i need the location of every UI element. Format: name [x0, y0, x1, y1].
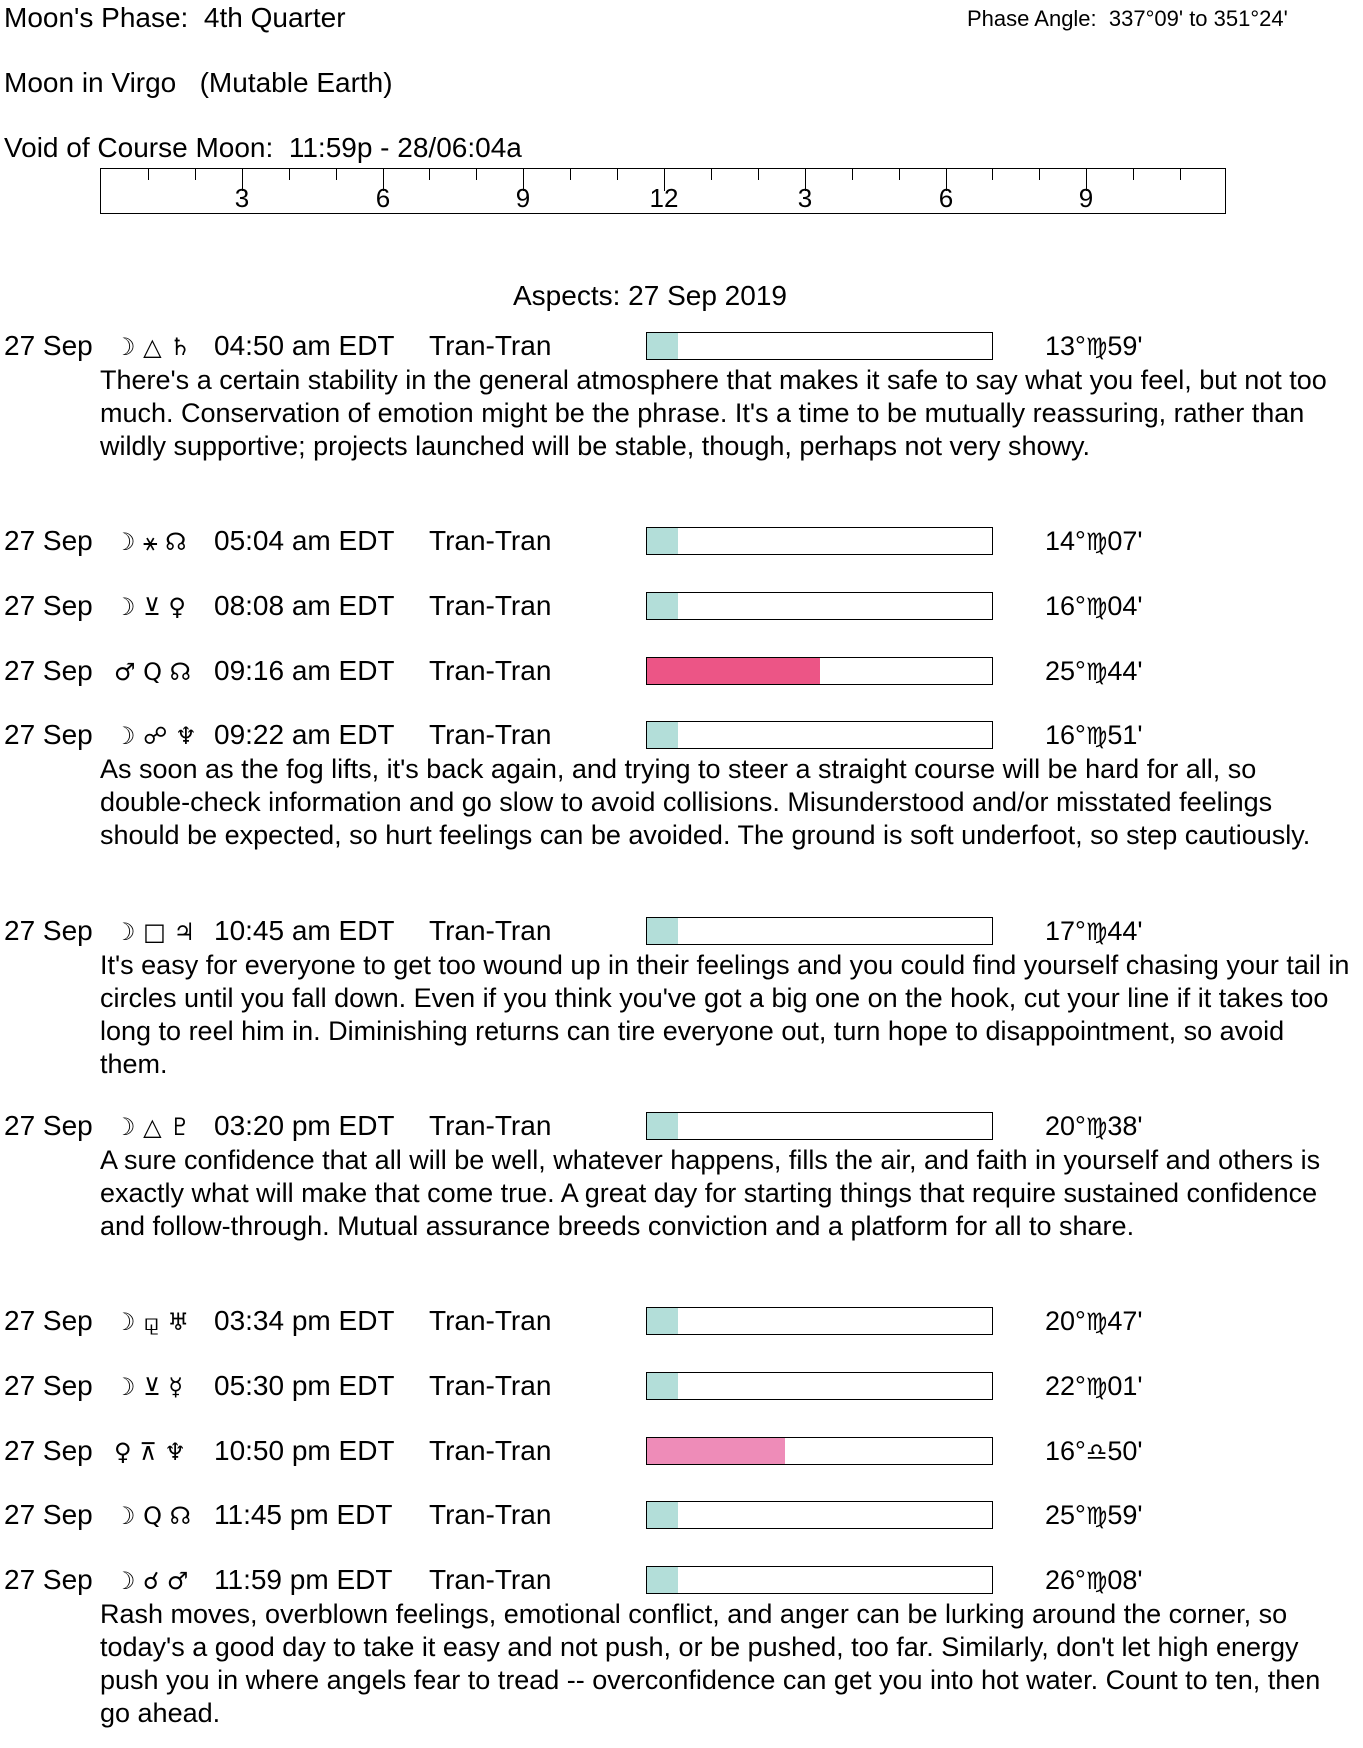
void-value: 11:59p - 28/06:04a — [288, 132, 522, 163]
aspect-type: Tran-Tran — [429, 655, 552, 686]
aspect-degree — [1045, 1370, 1143, 1403]
aspect-line — [4, 1499, 629, 1531]
degree-value: 17° — [1045, 916, 1086, 946]
ruler-tick — [1133, 169, 1134, 180]
aspect-time: 11:59 pm EDT — [214, 1564, 393, 1595]
ruler-tick — [711, 169, 712, 180]
ruler-label: 3 — [234, 183, 250, 213]
aspect-description: It's easy for everyone to get too wound up in their feelings and you could find yourself chasing your tail in circles until you fall down. Even if you think you've got a big one on the hook, cut your line if it takes too long to reel him in. Diminishing returns can tire everyone out, turn hope to disappointment, so avoid them. — [100, 950, 1350, 1079]
aspect-line — [4, 1370, 629, 1402]
aspect-line — [4, 655, 629, 687]
aspect-degree — [1045, 1564, 1143, 1597]
aspect-line — [4, 1435, 629, 1467]
zodiac-sign-icon: ♍ — [1085, 528, 1108, 556]
aspect-glyphs-icon: ☽ ⊻ ♀ — [114, 593, 186, 621]
zodiac-sign-icon: ♍ — [1085, 333, 1108, 361]
aspect-strength-bar — [646, 332, 993, 360]
void-of-course — [4, 132, 522, 164]
aspect-degree — [1045, 1305, 1143, 1338]
aspect-line — [4, 590, 629, 622]
aspect-glyphs-icon: ☽ ⊻ ☿ — [114, 1373, 184, 1401]
degree-value: 14° — [1045, 526, 1086, 556]
aspect-strength-bar — [646, 917, 993, 945]
aspect-type: Tran-Tran — [429, 1435, 552, 1466]
aspect-date: 27 Sep — [4, 1435, 93, 1466]
aspect-strength-bar — [646, 1112, 993, 1140]
aspect-time: 08:08 am EDT — [214, 590, 395, 621]
aspect-date: 27 Sep — [4, 1370, 93, 1401]
aspect-date: 27 Sep — [4, 525, 93, 556]
aspect-date: 27 Sep — [4, 330, 93, 361]
aspect-date: 27 Sep — [4, 1499, 93, 1530]
aspect-type: Tran-Tran — [429, 1110, 552, 1141]
degree-value: 25° — [1045, 1500, 1086, 1530]
minutes-value: 44' — [1107, 916, 1143, 946]
aspect-strength-fill — [647, 1308, 678, 1334]
degree-value: 16° — [1045, 720, 1086, 750]
aspect-strength-bar — [646, 721, 993, 749]
minutes-value: 59' — [1107, 331, 1143, 361]
aspect-degree — [1045, 330, 1143, 363]
aspect-glyphs-icon: ☽ ☌ ♂ — [114, 1567, 189, 1595]
aspect-description: Rash moves, overblown feelings, emotional conflict, and anger can be lurking around the corner, so today's a good day to take it easy and not push, or be pushed, too far. Similarly, don't let high energy push you in where angels fear to tread -- overconfidence can get you into hot water. Count to ten, then go ahead. — [100, 1599, 1321, 1728]
ruler-tick — [992, 169, 993, 180]
phase-angle — [967, 6, 1288, 32]
aspect-time: 09:22 am EDT — [214, 719, 395, 750]
ruler-tick — [1039, 169, 1040, 180]
aspect-description: As soon as the fog lifts, it's back again, and trying to steer a straight course will be hard for all, so double-check information and go slow to avoid collisions. Misunderstood and/or misstated feelings should be expected, so hurt feelings can be avoided. The ground is soft underfoot, so step cautiously. — [100, 754, 1311, 850]
zodiac-sign-icon: ♍ — [1085, 1502, 1108, 1530]
aspect-date: 27 Sep — [4, 1305, 93, 1336]
minutes-value: 47' — [1107, 1306, 1143, 1336]
zodiac-sign-icon: ♍ — [1085, 1113, 1108, 1141]
aspect-type: Tran-Tran — [429, 330, 552, 361]
aspect-type: Tran-Tran — [429, 1305, 552, 1336]
ruler-tick — [476, 169, 477, 180]
moon-sign-detail: (Mutable Earth) — [199, 67, 393, 98]
degree-value: 26° — [1045, 1565, 1086, 1595]
aspect-line — [4, 1305, 629, 1337]
ruler-tick — [195, 169, 196, 180]
aspect-strength-bar — [646, 592, 993, 620]
degree-value: 13° — [1045, 331, 1086, 361]
aspect-strength-fill — [647, 1567, 678, 1593]
aspect-strength-fill — [647, 1113, 678, 1139]
aspect-degree — [1045, 590, 1143, 623]
aspect-glyphs-icon: ☽ △ ♄ — [114, 333, 191, 361]
ruler-label: 6 — [375, 183, 391, 213]
minutes-value: 50' — [1107, 1436, 1143, 1466]
minutes-value: 07' — [1107, 526, 1143, 556]
ruler-tick — [148, 169, 149, 180]
aspect-time: 05:04 am EDT — [214, 525, 395, 556]
aspect-line — [4, 330, 629, 362]
aspect-type: Tran-Tran — [429, 590, 552, 621]
ruler-tick — [899, 169, 900, 180]
aspect-time: 03:34 pm EDT — [214, 1305, 395, 1336]
ruler-tick — [617, 169, 618, 180]
aspect-strength-fill — [647, 1438, 785, 1464]
ruler-tick — [852, 169, 853, 180]
degree-value: 25° — [1045, 656, 1086, 686]
aspect-degree — [1045, 719, 1143, 752]
aspect-strength-bar — [646, 1566, 993, 1594]
zodiac-sign-icon: ♍ — [1085, 658, 1108, 686]
aspect-degree — [1045, 915, 1143, 948]
ruler-tick — [1180, 169, 1181, 180]
minutes-value: 59' — [1107, 1500, 1143, 1530]
ruler-tick — [758, 169, 759, 180]
degree-value: 16° — [1045, 1436, 1086, 1466]
aspect-degree — [1045, 1110, 1143, 1143]
aspect-type: Tran-Tran — [429, 525, 552, 556]
aspect-glyphs-icon: ☽ ☍ ♆ — [114, 722, 197, 750]
void-label: Void of Course Moon: — [4, 132, 274, 163]
ruler-label: 9 — [515, 183, 531, 213]
aspect-date: 27 Sep — [4, 1110, 93, 1141]
aspect-strength-bar — [646, 1437, 993, 1465]
minutes-value: 44' — [1107, 656, 1143, 686]
aspect-date: 27 Sep — [4, 590, 93, 621]
aspect-glyphs-icon: ☽ ⚼ ♅ — [114, 1308, 189, 1336]
aspect-glyphs-icon: ☽ Q ☊ — [114, 1502, 191, 1530]
aspect-degree — [1045, 655, 1143, 688]
aspect-degree — [1045, 1499, 1143, 1532]
aspect-time: 09:16 am EDT — [214, 655, 395, 686]
moon-phase-label: Moon's Phase: — [4, 2, 189, 33]
aspect-time: 05:30 pm EDT — [214, 1370, 395, 1401]
aspect-line — [4, 915, 629, 947]
aspect-glyphs-icon: ♂ Q ☊ — [114, 658, 191, 686]
aspect-degree — [1045, 1435, 1143, 1468]
zodiac-sign-icon: ♍ — [1085, 722, 1108, 750]
aspect-line — [4, 1110, 629, 1142]
aspect-time: 10:45 am EDT — [214, 915, 395, 946]
aspect-strength-fill — [647, 658, 820, 684]
aspect-line — [4, 525, 629, 557]
moon-sign-label: Moon in Virgo — [4, 67, 177, 98]
zodiac-sign-icon: ♍ — [1085, 918, 1108, 946]
aspect-description: A sure confidence that all will be well, whatever happens, fills the air, and faith in yourself and others is exactly what will make that come true. A great day for starting things that require sustained confidence and follow-through. Mutual assurance breeds conviction and a platform for all to share. — [100, 1145, 1321, 1241]
aspect-date: 27 Sep — [4, 655, 93, 686]
ruler-label: 9 — [1078, 183, 1094, 213]
minutes-value: 04' — [1107, 591, 1143, 621]
aspect-strength-bar — [646, 657, 993, 685]
aspect-degree — [1045, 525, 1143, 558]
minutes-value: 51' — [1107, 720, 1143, 750]
ruler-tick — [570, 169, 571, 180]
zodiac-sign-icon: ♍ — [1085, 1567, 1108, 1595]
aspect-strength-fill — [647, 528, 678, 554]
aspect-strength-fill — [647, 1373, 678, 1399]
void-of-course-timeline — [100, 168, 1226, 214]
aspect-time: 04:50 am EDT — [214, 330, 395, 361]
ruler-label: 3 — [797, 183, 813, 213]
degree-value: 22° — [1045, 1371, 1086, 1401]
aspect-type: Tran-Tran — [429, 1564, 552, 1595]
degree-value: 16° — [1045, 591, 1086, 621]
ruler-tick — [336, 169, 337, 180]
aspect-strength-bar — [646, 1372, 993, 1400]
aspect-strength-fill — [647, 333, 678, 359]
aspect-glyphs-icon: ♀ ⊼ ♆ — [114, 1438, 186, 1466]
degree-value: 20° — [1045, 1111, 1086, 1141]
aspect-strength-bar — [646, 1307, 993, 1335]
ruler-tick — [429, 169, 430, 180]
aspect-strength-bar — [646, 527, 993, 555]
aspect-time: 10:50 pm EDT — [214, 1435, 395, 1466]
aspect-date: 27 Sep — [4, 915, 93, 946]
aspect-line — [4, 1564, 629, 1596]
aspect-glyphs-icon: ☽ △ ♇ — [114, 1113, 191, 1141]
minutes-value: 01' — [1107, 1371, 1143, 1401]
phase-angle-label: Phase Angle: — [967, 6, 1097, 31]
aspect-description: There's a certain stability in the general atmosphere that makes it safe to say what you feel, but not too much. Conservation of emotion might be the phrase. It's a time to be mutually reassuring, rather than wildly supportive; projects launched will be stable, though, perhaps not very showy. — [100, 365, 1327, 461]
aspect-glyphs-icon: ☽ ⚹ ☊ — [114, 528, 187, 556]
aspect-line — [4, 719, 629, 751]
zodiac-sign-icon: ♍ — [1085, 1373, 1108, 1401]
aspect-type: Tran-Tran — [429, 1370, 552, 1401]
ruler-label: 12 — [649, 183, 679, 213]
minutes-value: 38' — [1107, 1111, 1143, 1141]
aspect-date: 27 Sep — [4, 719, 93, 750]
aspect-strength-fill — [647, 722, 678, 748]
zodiac-sign-icon: ♎ — [1085, 1438, 1108, 1466]
aspect-type: Tran-Tran — [429, 719, 552, 750]
aspect-date: 27 Sep — [4, 1564, 93, 1595]
aspect-time: 03:20 pm EDT — [214, 1110, 395, 1141]
zodiac-sign-icon: ♍ — [1085, 1308, 1108, 1336]
aspect-strength-bar — [646, 1501, 993, 1529]
phase-angle-value: 337°09' to 351°24' — [1108, 6, 1288, 31]
moon-phase — [4, 2, 346, 34]
minutes-value: 08' — [1107, 1565, 1143, 1595]
aspect-strength-fill — [647, 593, 678, 619]
moon-sign — [4, 67, 393, 99]
zodiac-sign-icon: ♍ — [1085, 593, 1108, 621]
aspect-glyphs-icon: ☽ □ ♃ — [114, 918, 195, 946]
ruler-label: 6 — [938, 183, 954, 213]
ruler-tick — [289, 169, 290, 180]
moon-phase-value: 4th Quarter — [203, 2, 346, 33]
degree-value: 20° — [1045, 1306, 1086, 1336]
aspect-strength-fill — [647, 918, 678, 944]
aspect-time: 11:45 pm EDT — [214, 1499, 393, 1530]
aspect-type: Tran-Tran — [429, 1499, 552, 1530]
aspect-strength-fill — [647, 1502, 678, 1528]
aspect-type: Tran-Tran — [429, 915, 552, 946]
aspects-title: Aspects: 27 Sep 2019 — [513, 280, 787, 311]
